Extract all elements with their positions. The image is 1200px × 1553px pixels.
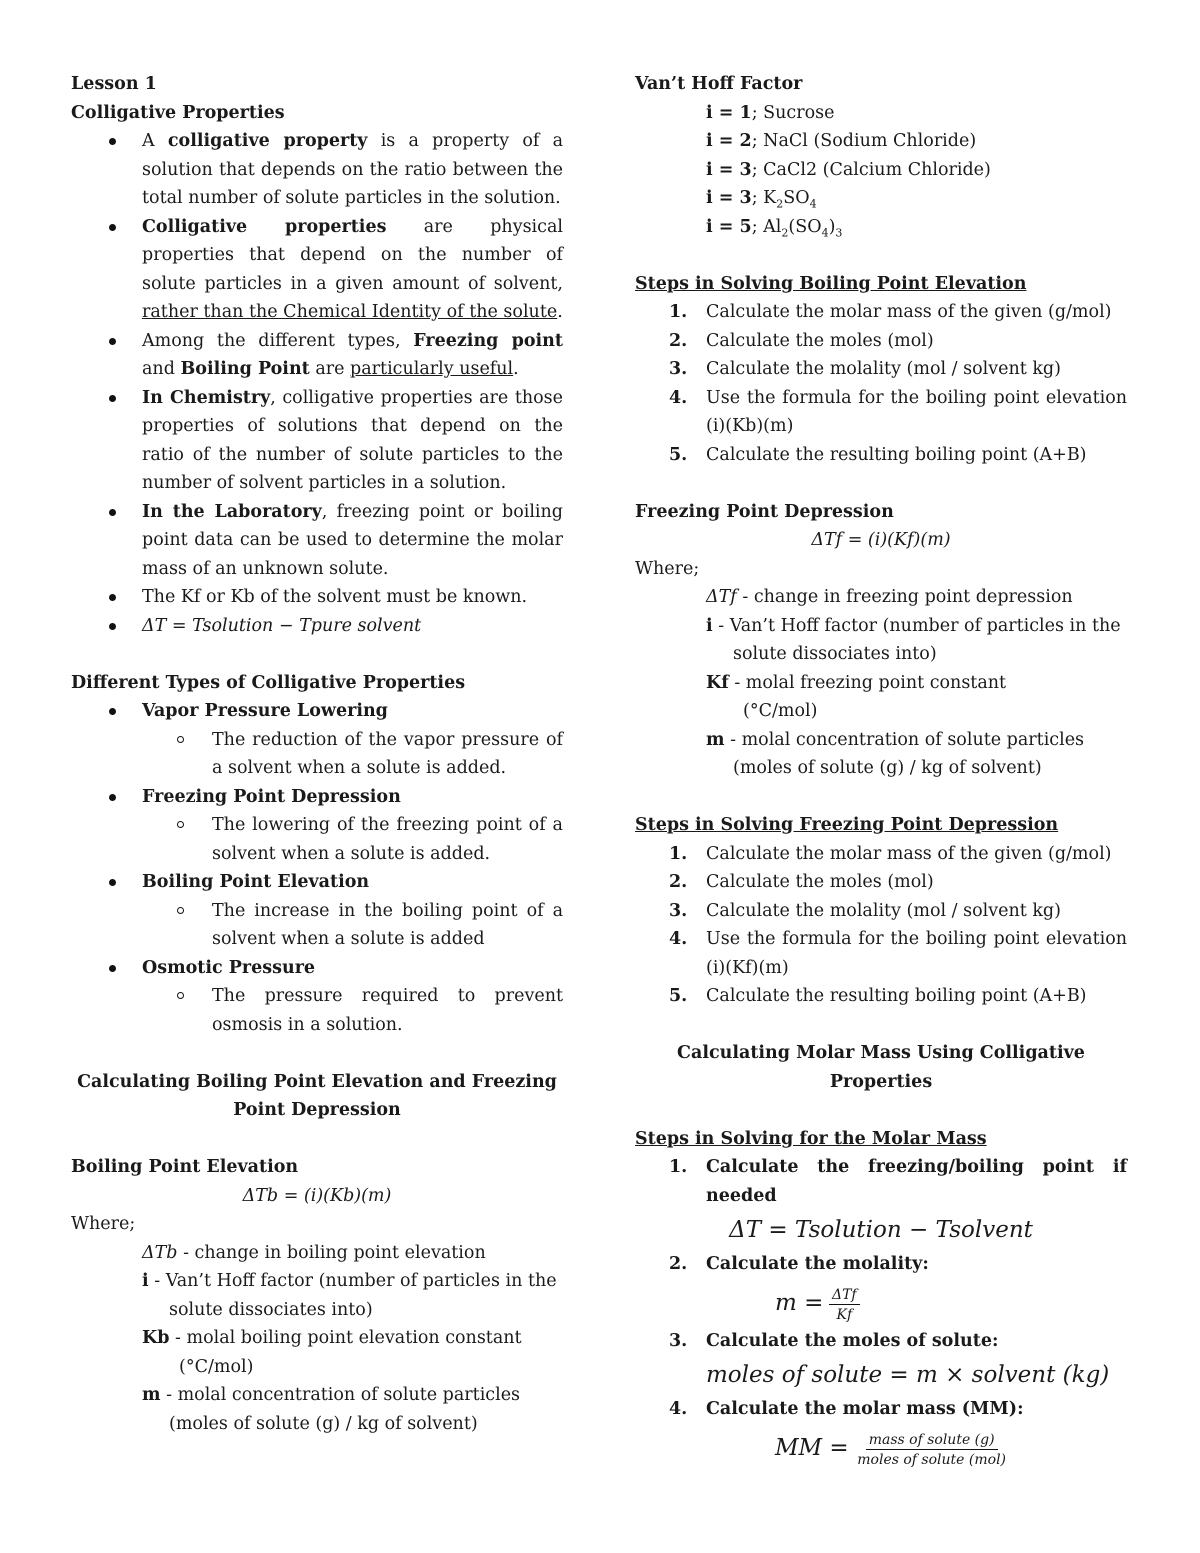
sub-list-item: The increase in the boiling point of a solvent when a solute is added — [142, 897, 563, 954]
right-column — [635, 70, 1127, 1472]
list-item: i = 2; NaCl (Sodium Chloride) — [706, 131, 977, 151]
list-item: 1. Calculate the molar mass of the given (g/mol) — [669, 302, 1112, 322]
types-title: Different Types of Colligative Properties — [71, 672, 466, 693]
calc-title-line2: Point Depression — [233, 1100, 401, 1120]
vant-list — [635, 99, 1127, 242]
fpd-formula: ΔTf = (i)(Kf)(m) — [811, 530, 951, 550]
formula-line: moles of solute = m × solvent (kg) — [706, 1362, 1110, 1388]
list-item: 3. Calculate the molality (mol / solvent kg) — [669, 359, 1061, 379]
bpe-formula: ΔTb = (i)(Kb)(m) — [242, 1185, 392, 1206]
list-item: i = 1; Sucrose — [706, 102, 835, 123]
where-label: Where; — [71, 1214, 136, 1234]
list-item: 2. Calculate the molality: — [669, 1254, 929, 1274]
list-item: 3. Calculate the moles of solute: — [669, 1330, 999, 1351]
formula-line: MM = $\frac{\text{mass of solute (g)}}{\text{moles of solute (mol)}}$ — [775, 1431, 1007, 1468]
molar-mass-title: Calculating Molar Mass Using Colligative Properties — [677, 1043, 1085, 1092]
bpe-definitions: ΔTb - change in boiling point elevation i - Van’t Hoff factor (number of particles in the solute dissociates into) Kb - molal boiling point elevation constant (°C/mol) m - molal concentration of solute particles (moles of solute (g) / kg of solvent) — [142, 1242, 557, 1434]
formula-line: ΔT = Tsolution − Tsolvent — [729, 1217, 1033, 1243]
fpd-title: Freezing Point Depression — [635, 501, 894, 522]
sub-list-item: The pressure required to prevent osmosis in a solution. — [142, 982, 563, 1039]
list-item: i = 5; $Al_2(SO_4)_3$ — [706, 216, 843, 239]
list-item: i = 3; CaCl2 (Calcium Chloride) — [706, 159, 991, 180]
list-item — [71, 612, 563, 641]
list-item: i = 3; $K_2SO_4$ — [706, 188, 817, 211]
list-item: In the Laboratory, freezing point or boiling point data can be used to determine the molar mass of an unknown solute. — [71, 498, 563, 584]
lesson-heading: Lesson 1 — [71, 74, 157, 94]
bpe-steps-list — [635, 298, 1127, 469]
mm-steps-list — [635, 1153, 1127, 1472]
list-item: Freezing Point Depression The lowering of the freezing point of a solvent when a solute is added. — [71, 783, 563, 869]
fpd-steps-list — [635, 840, 1127, 1011]
list-item: 1. Calculate the freezing/boiling point if needed — [669, 1157, 1127, 1206]
list-item: 5. Calculate the resulting boiling point (A+B) — [669, 986, 1087, 1006]
list-item: Vapor Pressure Lowering The reduction of the vapor pressure of a solvent when a solute is added. — [71, 697, 563, 783]
list-item: 1. Calculate the molar mass of the given (g/mol) — [669, 843, 1112, 864]
bpe-title: Boiling Point Elevation — [71, 1157, 299, 1177]
intro-bullet-list — [71, 127, 563, 640]
delta-t-formula: ΔT = Tsolution − Tpure solvent — [142, 615, 422, 636]
sub-list-item: The reduction of the vapor pressure of a solvent when a solute is added. — [142, 726, 563, 783]
left-column — [71, 70, 563, 1438]
fpd-steps-title: Steps in Solving Freezing Point Depression — [635, 815, 1059, 835]
list-item: Boiling Point Elevation The increase in the boiling point of a solvent when a solute is added — [71, 868, 563, 954]
list-item: 3. Calculate the molality (mol / solvent kg) — [669, 900, 1061, 921]
list-item: 4. Calculate the molar mass (MM): — [669, 1399, 1024, 1419]
section-title: Colligative Properties — [71, 102, 285, 123]
sub-list-item: The lowering of the freezing point of a solvent when a solute is added. — [142, 811, 563, 868]
bpe-steps-title: Steps in Solving Boiling Point Elevation — [635, 273, 1027, 294]
formula-line: m = $\frac{\text{ΔTf}}{Kf}$ — [635, 1279, 1127, 1327]
list-item: Osmotic Pressure The pressure required to prevent osmosis in a solution. — [71, 954, 563, 1040]
list-item: 2. Calculate the moles (mol) — [669, 872, 934, 892]
list-item: 4. Use the formula for the boiling point elevation (i)(Kf)(m) — [669, 929, 1127, 978]
calc-title-line1: Calculating Boiling Point Elevation and Freezing — [77, 1071, 557, 1092]
list-item: 5. Calculate the resulting boiling point (A+B) — [669, 444, 1087, 465]
list-item: Among the different types, Freezing point and Boiling Point are particularly useful. — [71, 327, 563, 384]
mm-steps-title: Steps in Solving for the Molar Mass — [635, 1128, 987, 1149]
types-list — [71, 697, 563, 1039]
list-item: 4. Use the formula for the boiling point elevation (i)(Kb)(m) — [669, 387, 1127, 436]
list-item: A colligative property is a property of a solution that depends on the ratio between the total number of solute particles in the solution. — [71, 127, 563, 213]
fpd-definitions: ΔTf - change in freezing point depression i - Van’t Hoff factor (number of particles in the solute dissociates into) Kf - molal freezing point constant (°C/mol) m - molal concentration of solute particles (moles of solute (g) / kg of solvent) — [706, 587, 1121, 778]
list-item: 2. Calculate the moles (mol) — [669, 330, 934, 351]
where-label: Where; — [635, 558, 700, 579]
vant-title: Van’t Hoff Factor — [635, 74, 803, 94]
list-item: Colligative properties are physical properties that depend on the number of solute particles in a given amount of solvent, rather than the Chemical Identity of the solute. — [71, 213, 563, 327]
list-item: In Chemistry, colligative properties are those properties of solutions that depend on the ratio of the number of solute particles to the number of solvent particles in a solution. — [71, 384, 563, 498]
list-item: The Kf or Kb of the solvent must be known. — [71, 583, 563, 612]
